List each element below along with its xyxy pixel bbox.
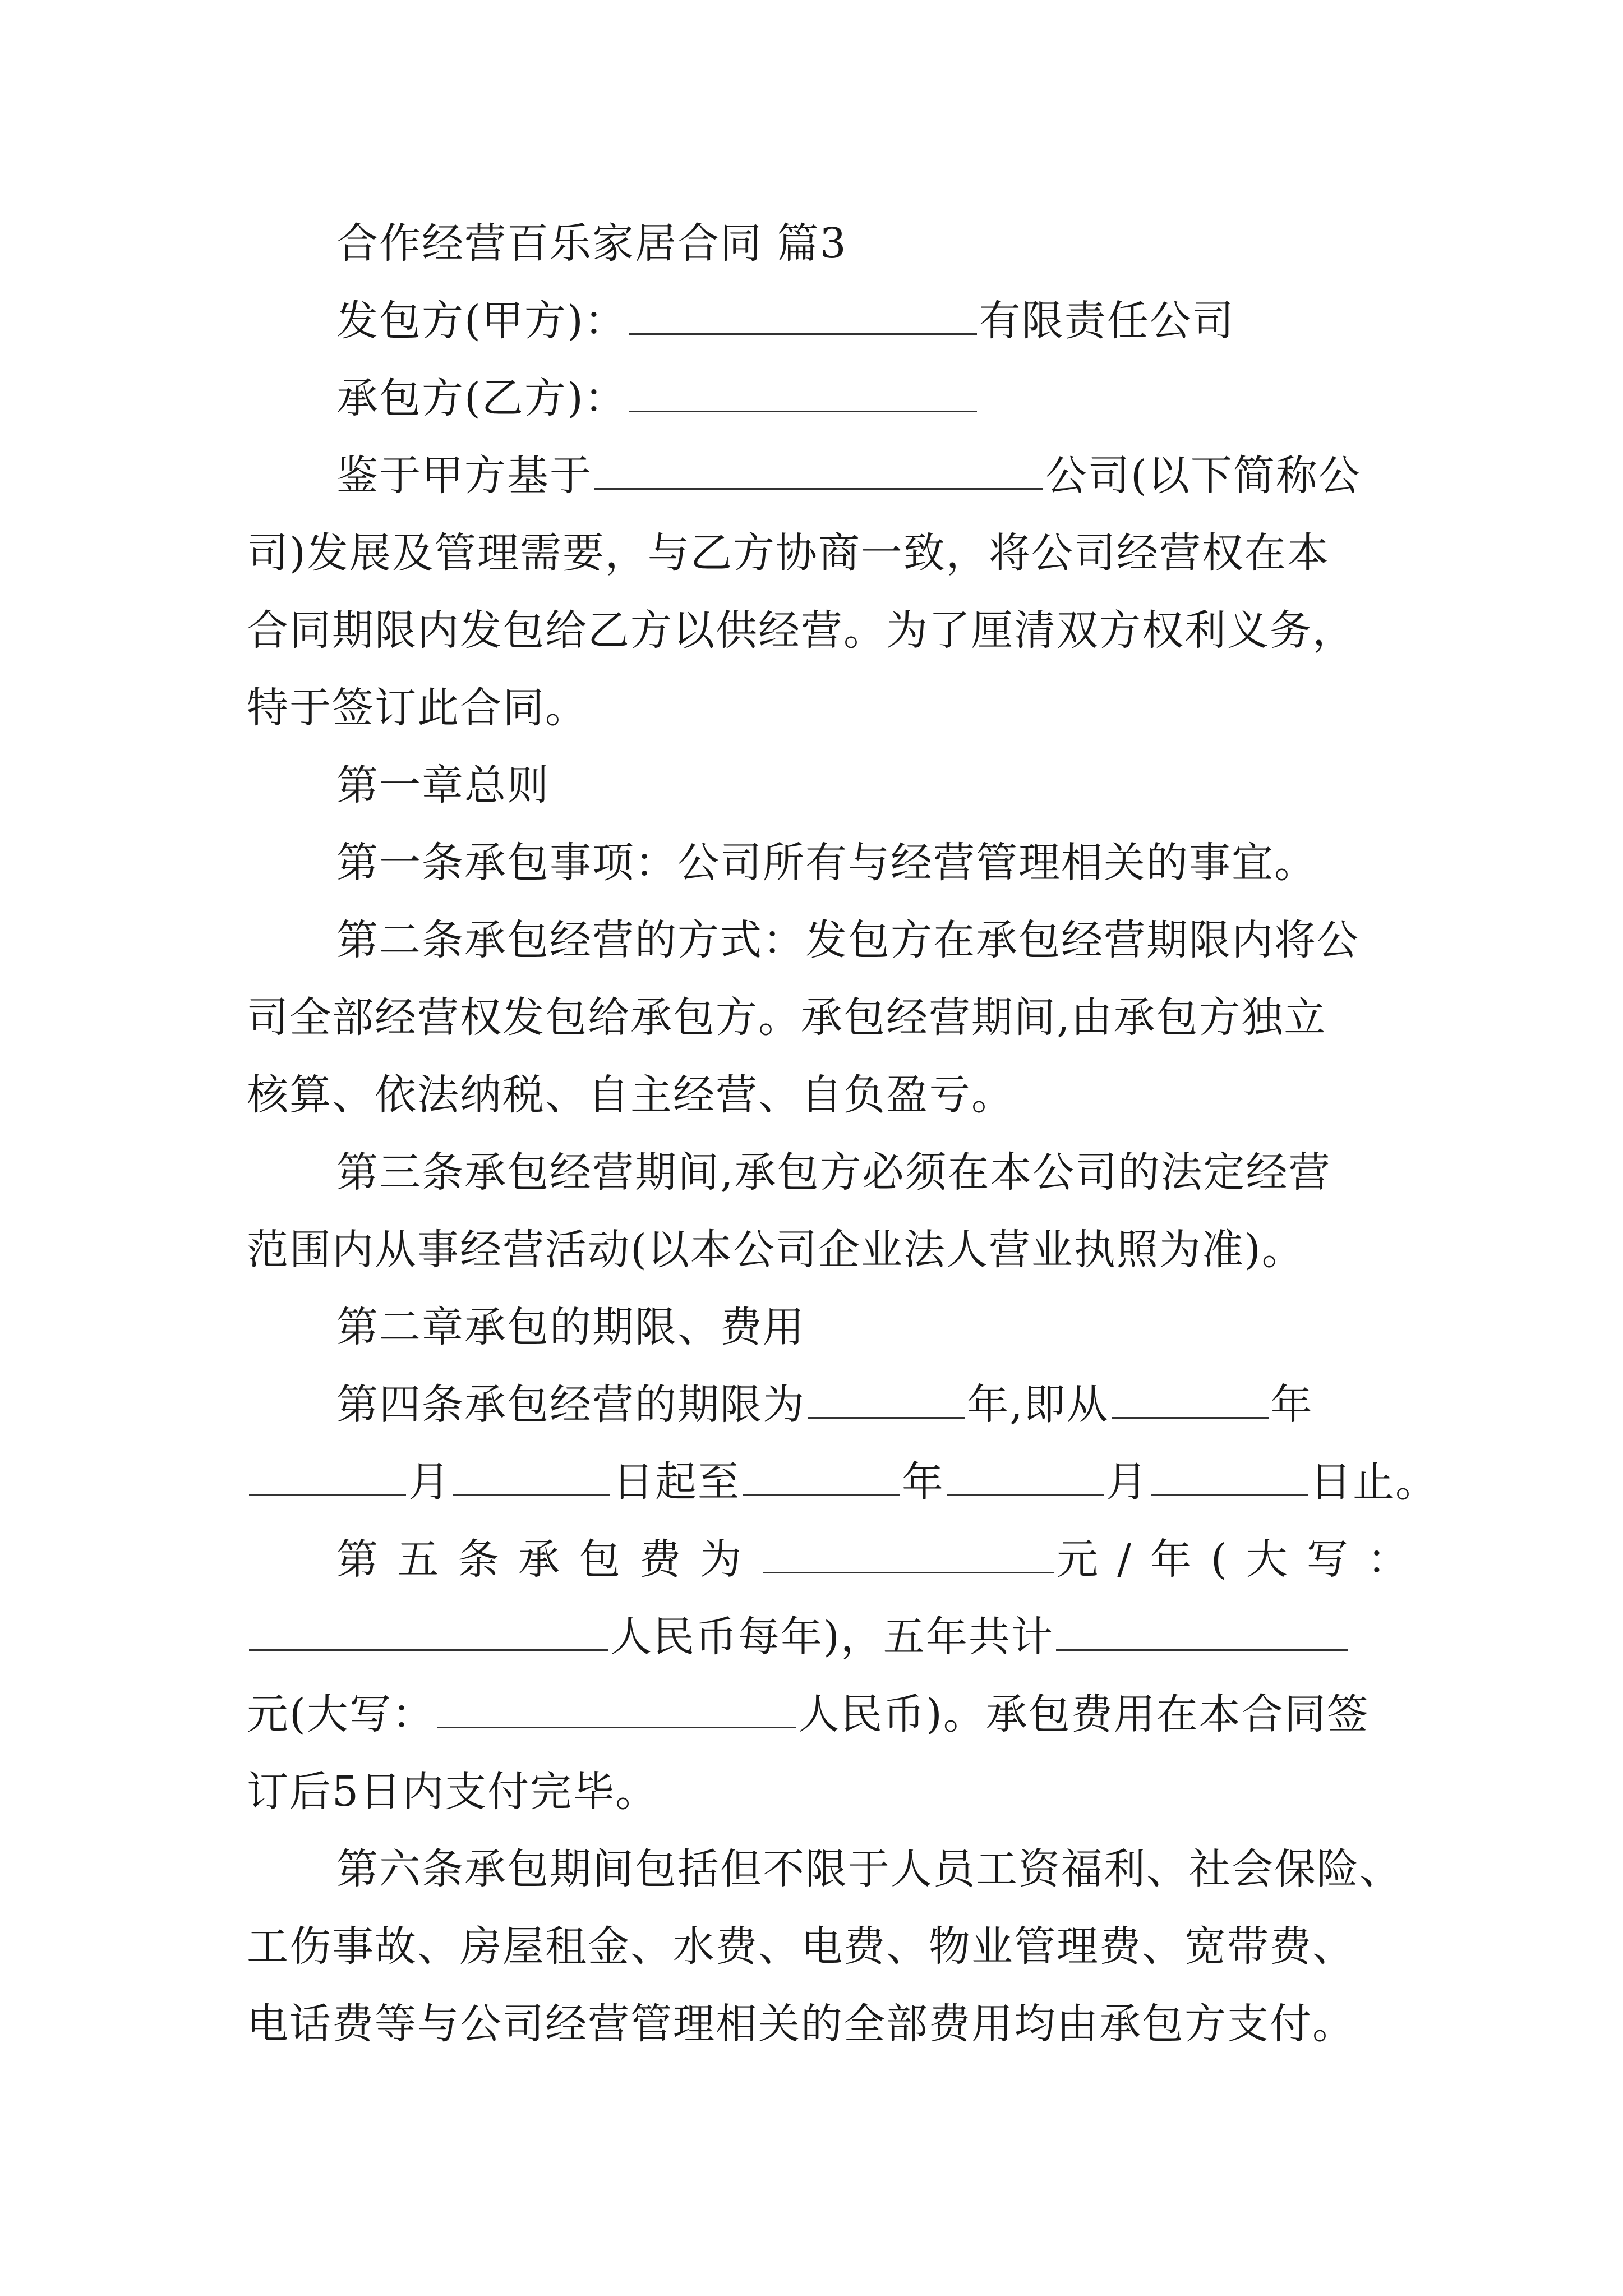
article-4-line-1	[247, 1366, 1385, 1443]
end-month-blank	[947, 1455, 1104, 1496]
end-year-blank	[743, 1455, 900, 1496]
end-day-blank	[1151, 1455, 1308, 1496]
article-5-text-c: 人民币每年)，五年共计	[610, 1613, 1054, 1661]
article-6-line-2	[247, 1908, 1385, 1985]
party-a-label: 发包方(甲方)：	[336, 297, 627, 345]
article-2-line-2	[247, 979, 1385, 1056]
contract-body	[247, 205, 1438, 2063]
party-b-label: 承包方(乙方)：	[336, 374, 627, 422]
annual-fee-blank	[763, 1533, 1054, 1573]
article-5-line-1	[247, 1521, 1428, 1598]
chapter-2-text: 第二章承包的期限、费用	[336, 1303, 805, 1351]
article-2-line-3	[247, 1056, 1385, 1134]
article-4-month: 月	[408, 1458, 451, 1506]
party-a-line	[247, 282, 1385, 360]
chapter-2-heading	[247, 1289, 1385, 1366]
article-4-month-2: 月	[1106, 1458, 1149, 1506]
article-3-text-2: 范围内从事经营活动(以本公司企业法人营业执照为准)。	[247, 1226, 1304, 1274]
intro-line-2	[247, 514, 1385, 592]
chapter-1-text: 第一章总则	[336, 761, 550, 809]
party-a-suffix: 有限责任公司	[979, 297, 1235, 345]
article-3-line-2	[247, 1211, 1385, 1289]
article-4-text-c: 年	[1270, 1381, 1313, 1429]
article-6-line-3	[247, 1985, 1385, 2063]
term-years-blank	[808, 1378, 965, 1419]
article-5-text-a: 第五条承包费为	[336, 1535, 760, 1584]
party-b-line	[247, 360, 1385, 437]
intro-text-3: 合同期限内发包给乙方以供经营。为了厘清双方权利义务，	[247, 606, 1355, 655]
company-name-blank	[594, 449, 1043, 490]
article-2-text-3: 核算、依法纳税、自主经营、自负盈亏。	[247, 1071, 1014, 1119]
party-a-blank	[629, 294, 977, 335]
article-5-line-4	[247, 1753, 1385, 1830]
article-6-text-1: 第六条承包期间包括但不限于人员工资福利、社会保险、	[336, 1845, 1402, 1893]
article-6-line-1	[247, 1830, 1402, 1908]
article-5-text-f: 订后5日内支付完毕。	[247, 1768, 658, 1816]
article-4-line-2	[247, 1443, 1438, 1521]
total-fee-blank	[1056, 1610, 1348, 1651]
article-4-from: 日起至	[612, 1458, 740, 1506]
total-fee-words-blank	[437, 1687, 796, 1728]
article-6-text-3: 电话费等与公司经营管理相关的全部费用均由承包方支付。	[247, 2000, 1355, 2048]
article-2-line-1	[247, 901, 1385, 979]
contract-title	[247, 205, 1385, 282]
article-5-line-3	[247, 1676, 1385, 1753]
intro-line-1	[247, 437, 1385, 514]
article-4-text-b: 年,即从	[967, 1381, 1109, 1429]
start-day-blank	[453, 1455, 610, 1496]
article-3-line-1	[247, 1134, 1385, 1211]
chapter-1-heading	[247, 747, 1385, 824]
start-month-blank	[249, 1455, 406, 1496]
article-1	[247, 824, 1385, 901]
article-2-text-1: 第二条承包经营的方式：发包方在承包经营期限内将公	[336, 916, 1359, 964]
article-3-text-1: 第三条承包经营期间,承包方必须在本公司的法定经营	[336, 1148, 1331, 1197]
article-5-text-b: 元/年(大写：	[1057, 1535, 1428, 1584]
intro-text-1a: 鉴于甲方基于	[336, 452, 592, 500]
party-b-blank	[629, 371, 977, 412]
intro-text-2: 司)发展及管理需要，与乙方协商一致，将公司经营权在本	[247, 529, 1330, 577]
intro-line-4	[247, 669, 1385, 747]
article-5-line-2	[247, 1598, 1385, 1676]
article-5-text-e: 人民币)。承包费用在本合同签	[797, 1690, 1370, 1738]
annual-fee-words-blank	[249, 1610, 608, 1651]
title-text: 合作经营百乐家居合同 篇3	[336, 219, 847, 268]
article-2-text-2: 司全部经营权发包给承包方。承包经营期间,由承包方独立	[247, 993, 1327, 1042]
article-1-text: 第一条承包事项：公司所有与经营管理相关的事宜。	[336, 839, 1317, 887]
article-4-year: 年	[902, 1458, 944, 1506]
article-4-end: 日止。	[1310, 1458, 1438, 1506]
article-6-text-2: 工伤事故、房屋租金、水费、电费、物业管理费、宽带费、	[247, 1922, 1355, 1971]
intro-line-3	[247, 592, 1385, 669]
article-5-text-d: 元(大写：	[247, 1690, 435, 1738]
intro-text-1b: 公司(以下简称公	[1045, 452, 1361, 500]
intro-text-4: 特于签订此合同。	[247, 684, 588, 732]
article-4-text-a: 第四条承包经营的期限为	[336, 1381, 805, 1429]
start-year-blank	[1112, 1378, 1269, 1419]
